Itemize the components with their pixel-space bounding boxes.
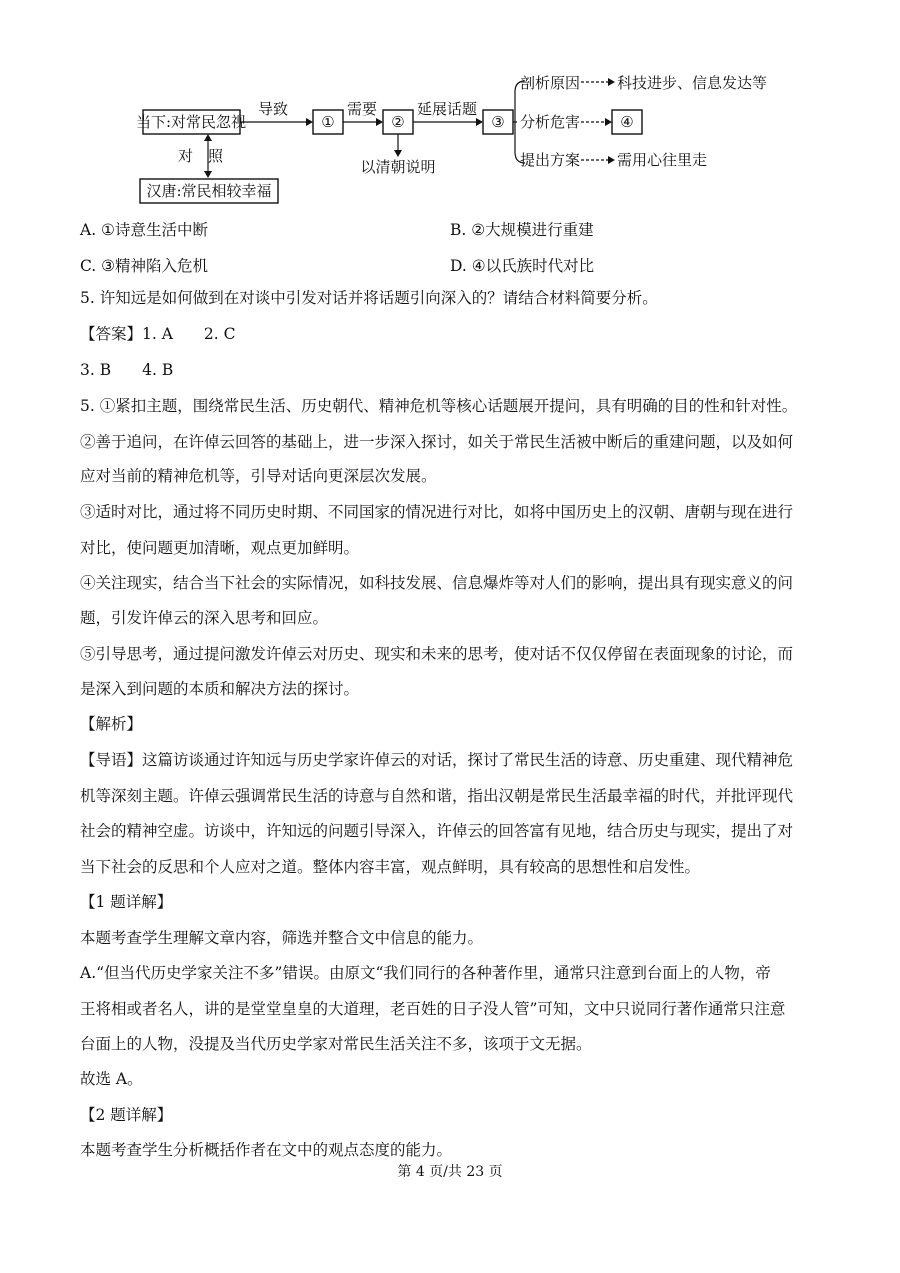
answer-5-point-2-cont: 应对当前的精神危机等，引导对话向更深层次发展。 (80, 467, 437, 485)
q1-detail-line-2: A.“但当代历史学家关注不多”错误。由原文“我们同行的各种著作里，通常只注意到台面上的人物，帝 (80, 964, 771, 982)
intro-line-1: 【导语】这篇访谈通过许知远与历史学家许倬云的对话，探讨了常民生活的诗意、历史重建、现代精神危 (80, 751, 794, 769)
answer-5-point-4: ④关注现实，结合当下社会的实际情况，如科技发展、信息爆炸等对人们的影响，提出具有现实意义的问 (80, 574, 794, 592)
need-label: 需要 (346, 100, 378, 118)
present-box-label: 当下:对常民忽视 (135, 113, 247, 131)
node-4-label: ④ (620, 113, 634, 131)
intro-line-4: 当下社会的反思和个人应对之道。整体内容丰富，观点鲜明，具有较高的思想性和启发性。 (80, 858, 701, 876)
answer-5-point-4-cont: 题，引发许倬云的深入思考和回应。 (80, 609, 329, 627)
lead-label: 导致 (257, 100, 289, 118)
answer-5-point-5-cont: 是深入到问题的本质和解决方法的探讨。 (80, 680, 360, 698)
option-b: B. ②大规模进行重建 (450, 221, 594, 239)
answer-line: 3. B 4. B (80, 361, 174, 379)
branch-cause-label: 剖析原因 (520, 74, 581, 92)
contrast-label: 对 照 (178, 147, 224, 165)
branch-harm-label: 分析危害 (520, 113, 581, 131)
q1-detail-line-3: 王将相或者名人，讲的是堂堂皇皇的大道理，老百姓的日子没人管”可知，文中只说同行著作通常只注意 (80, 1000, 786, 1018)
q2-detail-heading: 【2 题详解】 (80, 1106, 173, 1124)
intro-line-3: 社会的精神空虚。访谈中，许知远的问题引导深入，许倬云的回答富有见地，结合历史与现实，提出了对 (80, 822, 794, 840)
q1-choice: 故选 A。 (80, 1070, 143, 1088)
branch-plan-label: 提出方案 (520, 151, 581, 169)
option-d: D. ④以氏族时代对比 (450, 257, 595, 275)
extend-label: 延展话题 (416, 100, 478, 118)
question-5: 5. 许知远是如何做到在对谈中引发对话并将话题引向深入的？请结合材料简要分析。 (80, 289, 658, 307)
branch-cause-result: 科技进步、信息发达等 (617, 74, 768, 92)
answer-options (80, 218, 825, 278)
answer-heading: 【答案】1. A 2. C (80, 325, 236, 343)
option-a: A. ①诗意生活中断 (80, 221, 208, 239)
node-3-label: ③ (491, 113, 505, 131)
q1-detail-heading: 【1 题详解】 (80, 893, 173, 911)
contrast-box-label: 汉唐:常民相较幸福 (146, 182, 272, 200)
answer-5-point-5: ⑤引导思考，通过提问激发许倬云对历史、现实和未来的思考，使对话不仅仅停留在表面现象的讨论，而 (80, 645, 794, 663)
qing-label: 以清朝说明 (360, 158, 436, 176)
answer-5-point-3-cont: 对比，使问题更加清晰，观点更加鲜明。 (80, 539, 360, 557)
intro-line-2: 机等深刻主题。许倬云强调常民生活的诗意与自然和谐，指出汉朝是常民生活最幸福的时代，并批评现代 (80, 787, 794, 805)
node-1-label: ① (321, 113, 335, 131)
answer-5-point-1: 5. ①紧扣主题，围绕常民生活、历史朝代、精神危机等核心话题展开提问，具有明确的目的性和针对性。 (80, 397, 798, 415)
q1-detail-line-1: 本题考查学生理解文章内容，筛选并整合文中信息的能力。 (80, 929, 484, 947)
q2-detail-line-1: 本题考查学生分析概括作者在文中的观点态度的能力。 (80, 1141, 453, 1159)
q1-detail-line-4: 台面上的人物，没提及当代历史学家对常民生活关注不多，该项于文无据。 (80, 1035, 592, 1053)
answer-5-point-2: ②善于追问，在许倬云回答的基础上，进一步深入探讨，如关于常民生活被中断后的重建问题，以及如何 (80, 433, 794, 451)
reasoning-flow-diagram (0, 0, 900, 215)
page-footer: 第 4 页/共 23 页 (397, 1164, 503, 1180)
branch-plan-result: 需用心往里走 (617, 151, 708, 169)
node-2-label: ② (391, 113, 405, 131)
answer-5-point-3: ③适时对比，通过将不同历史时期、不同国家的情况进行对比，如将中国历史上的汉朝、唐朝与现在进行 (80, 503, 794, 521)
option-c: C. ③精神陷入危机 (80, 257, 209, 275)
analysis-heading: 【解析】 (80, 715, 143, 733)
